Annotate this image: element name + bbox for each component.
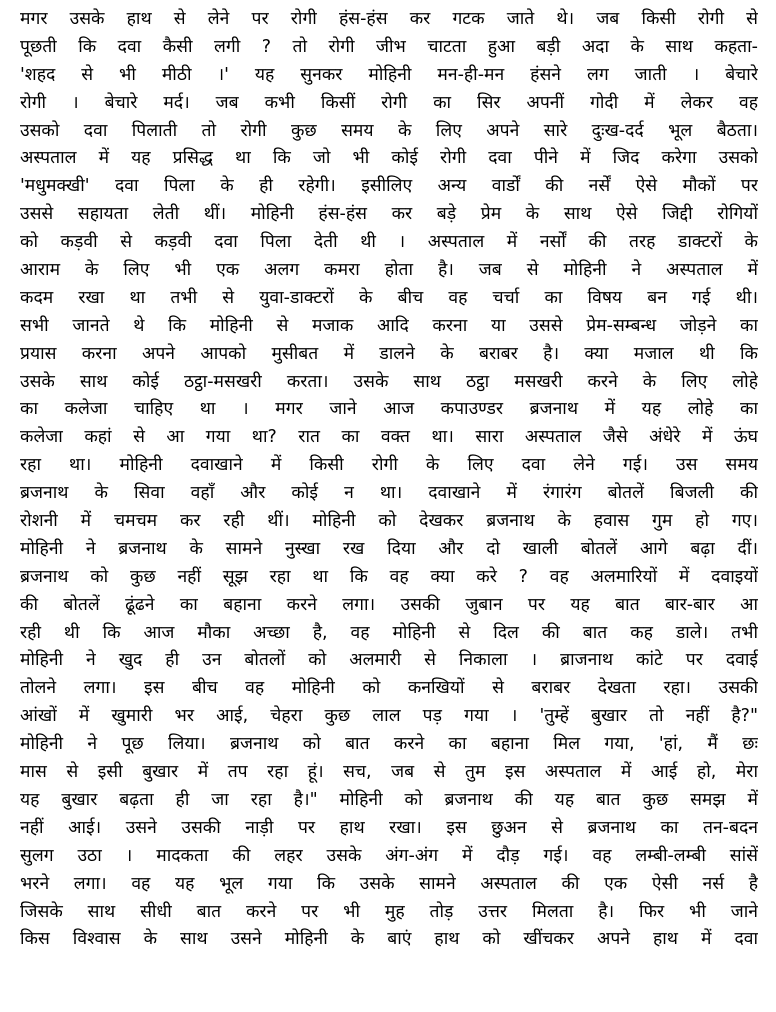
text-line: मास से इसी बुखार में तप रहा हूं। सच, जब से तुम इस अस्पताल में आई हो, मेरा [20,762,758,783]
text-line: प्रयास करना अपने आपको मुसीबत में डालने के बराबर है। क्या मजाल थी कि [20,343,758,364]
text-line: पूछती कि दवा कैसी लगी ? तो रोगी जीभ चाटता हुआ बड़ी अदा के साथ कहता- [20,36,758,57]
text-line: ब्रजनाथ के सिवा वहाँ और कोई न था। दवाखाने में रंगारंग बोतलें बिजली की [20,483,758,504]
text-line: मगर उसके हाथ से लेने पर रोगी हंस-हंस कर गटक जाते थे। जब किसी रोगी से [20,9,758,29]
document-page [20,6,758,954]
text-line: सुलग उठा । मादकता की लहर उसके अंग-अंग में दौड़ गई। वह लम्बी-लम्बी सांसें [20,845,758,866]
text-line: मोहिनी ने ब्रजनाथ के सामने नुस्खा रख दिया और दो खाली बोतलें आगे बढ़ा दीं। [20,538,758,559]
text-line: का कलेजा चाहिए था । मगर जाने आज कपाउण्डर ब्रजनाथ में यह लोहे का [20,399,758,420]
text-line: तोलने लगा। इस बीच वह मोहिनी को कनखियों से बराबर देखता रहा। उसकी [20,678,758,699]
text-line: की बोतलें ढूंढने का बहाना करने लगा। उसकी जुबान पर यह बात बार-बार आ [20,594,758,615]
text-line: अस्पताल में यह प्रसिद्ध था कि जो भी कोई रोगी दवा पीने में जिद करेगा उसको [20,148,758,169]
text-line: किस विश्वास के साथ उसने मोहिनी के बाएं हाथ को खींचकर अपने हाथ में दवा [20,929,758,950]
text-line: आंखों में खुमारी भर आई, चेहरा कुछ लाल पड़ गया । 'तुम्हें बुखार तो नहीं है?" [20,706,758,727]
text-line: रोशनी में चमचम कर रही थीं। मोहिनी को देखकर ब्रजनाथ के हवास गुम हो गए। [20,511,758,532]
text-line: 'शहद से भी मीठी ।' यह सुनकर मोहिनी मन-ही-मन हंसने लग जाती । बेचारे [20,64,758,85]
text-line: उससे सहायता लेती थीं। मोहिनी हंस-हंस कर बड़े प्रेम के साथ ऐसे जिद्दी रोगियों [20,204,758,225]
text-line: 'मधुमक्खी' दवा पिला के ही रहेगी। इसीलिए अन्य वार्डों की नर्सें ऐसे मौकों पर [20,176,758,197]
text-line: आराम के लिए भी एक अलग कमरा होता है। जब से मोहिनी ने अस्पताल में [20,260,758,281]
text-line: यह बुखार बढ़ता ही जा रहा है।" मोहिनी को ब्रजनाथ की यह बात कुछ समझ में [20,789,758,810]
text-line: ब्रजनाथ को कुछ नहीं सूझ रहा था कि वह क्या करे ? वह अलमारियों में दवाइयों [20,566,758,587]
text-line: कदम रखा था तभी से युवा-डाक्टरों के बीच वह चर्चा का विषय बन गई थी। [20,287,758,308]
text-line: उसके साथ कोई ठट्ठा-मसखरी करता। उसके साथ ठट्ठा मसखरी करने के लिए लोहे [20,371,758,392]
text-line: भरने लगा। वह यह भूल गया कि उसके सामने अस्पताल की एक ऐसी नर्स है [20,873,758,894]
text-line: रोगी । बेचारे मर्द। जब कभी किसीं रोगी का सिर अपनीं गोदी में लेकर वह [20,92,758,113]
text-line: को कड़वी से कड़वी दवा पिला देती थी । अस्पताल में नर्सों की तरह डाक्टरों के [20,232,758,253]
text-line: मोहिनी ने पूछ लिया। ब्रजनाथ को बात करने का बहाना मिल गया, 'हां, मैं छः [20,734,758,755]
text-line: सभी जानते थे कि मोहिनी से मजाक आदि करना या उससे प्रेम-सम्बन्ध जोड़ने का [20,315,758,336]
text-line: नहीं आई। उसने उसकी नाड़ी पर हाथ रखा। इस छुअन से ब्रजनाथ का तन-बदन [20,817,758,838]
text-line: कलेजा कहां से आ गया था? रात का वक्त था। सारा अस्पताल जैसे अंधेरे में ऊंघ [20,427,758,448]
text-line: मोहिनी ने खुद ही उन बोतलों को अलमारी से निकाला । ब्राजनाथ कांटे पर दवाई [20,650,758,671]
text-line: उसको दवा पिलाती तो रोगी कुछ समय के लिए अपने सारे दुःख-दर्द भूल बैठता। [20,120,758,141]
text-line: रही थी कि आज मौका अच्छा है, वह मोहिनी से दिल की बात कह डाले। तभी [20,622,758,643]
text-line: जिसके साथ सीधी बात करने पर भी मुह तोड़ उत्तर मिलता है। फिर भी जाने [20,901,758,922]
text-line: रहा था। मोहिनी दवाखाने में किसी रोगी के लिए दवा लेने गई। उस समय [20,455,758,476]
